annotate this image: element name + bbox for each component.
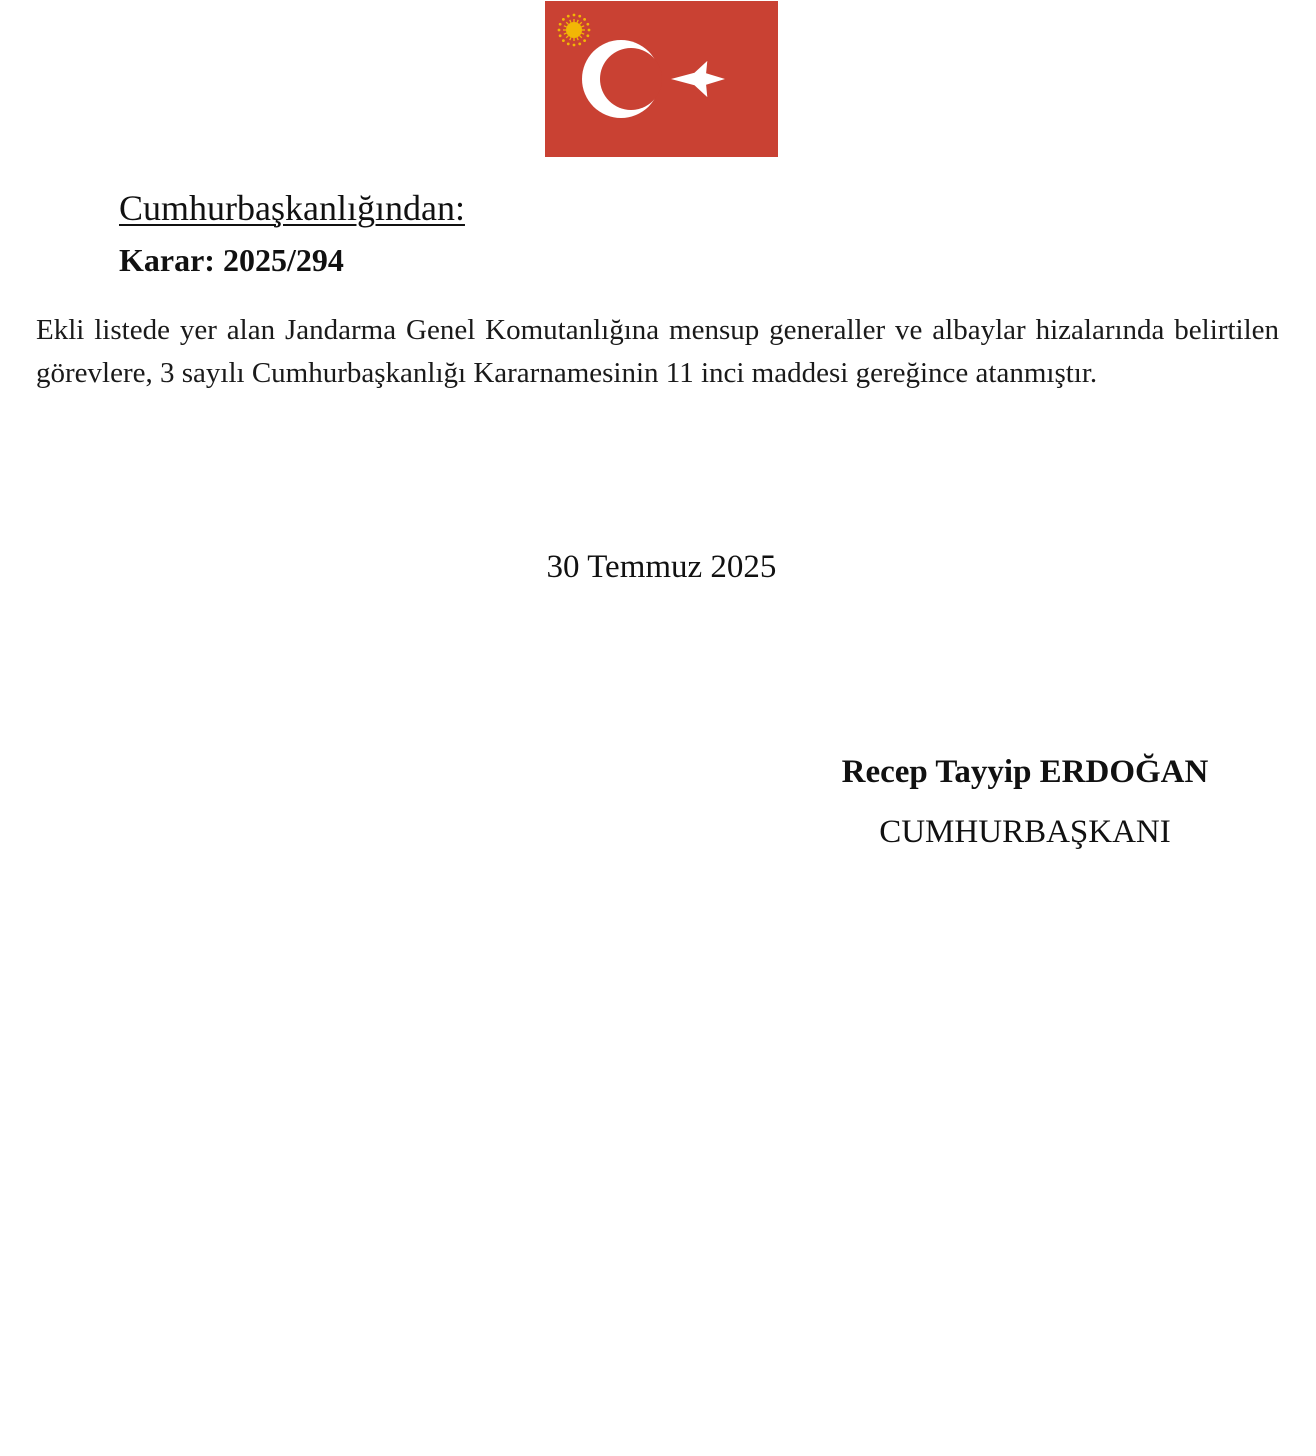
- issuing-authority: Cumhurbaşkanlığından:: [119, 188, 465, 228]
- sun-star-dot: [567, 15, 570, 18]
- sun-star-dot: [573, 14, 576, 17]
- sun-star-dot: [578, 42, 581, 45]
- sun-star-dot: [559, 23, 562, 26]
- sun-star-dot: [573, 44, 576, 47]
- sun-star-dot: [583, 39, 586, 42]
- signature-block: [820, 750, 1230, 854]
- sun-star-dot: [586, 34, 589, 37]
- signatory-title: CUMHURBAŞKANI: [879, 814, 1171, 850]
- presidential-flag: [545, 1, 778, 157]
- decision-date: 30 Temmuz 2025: [546, 549, 777, 585]
- sun-star-dot: [562, 39, 565, 42]
- sun-star-dot: [562, 18, 565, 21]
- sun-star-dot: [559, 34, 562, 37]
- flag-icon: [545, 1, 778, 157]
- decision-body: Ekli listede yer alan Jandarma Genel Komutanlığına mensup generaller ve albaylar hizalarında belirtilen görevlere, 3 sayılı Cumhurbaşkanlığı Kararnamesinin 11 inci maddesi gereğince atanmıştır.: [36, 314, 1279, 389]
- sun-star-dot: [567, 42, 570, 45]
- sun-star-dot: [586, 23, 589, 26]
- decision-number: Karar: 2025/294: [119, 242, 344, 278]
- signatory-name: Recep Tayyip ERDOĞAN: [841, 754, 1209, 790]
- sun-star-dot: [588, 29, 591, 32]
- sun-star-dot: [558, 29, 561, 32]
- sun-star-dot: [578, 15, 581, 18]
- sun-star-dot: [583, 18, 586, 21]
